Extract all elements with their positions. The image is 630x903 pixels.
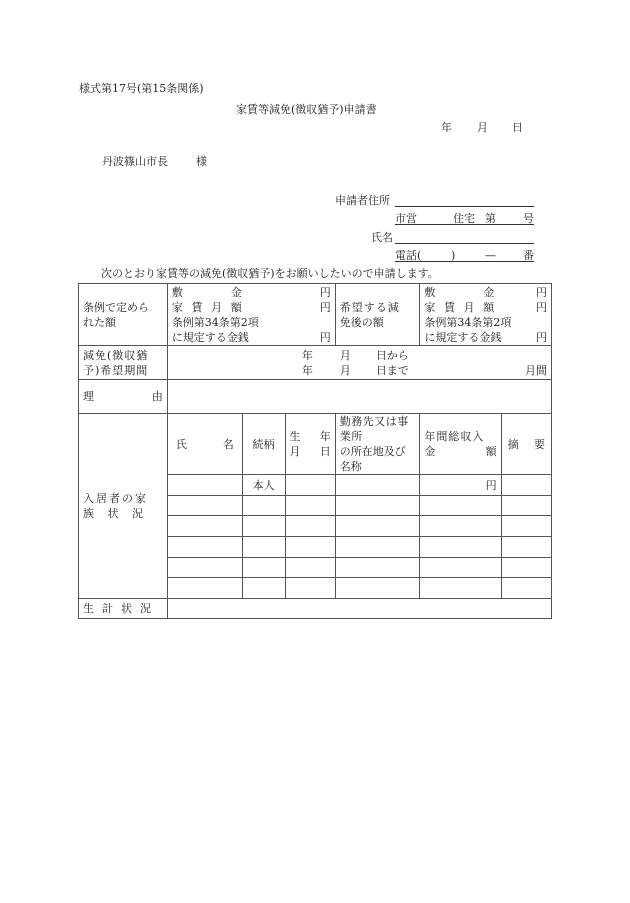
form-number: 様式第17号(第15条関係) (79, 82, 204, 95)
name-field[interactable] (395, 230, 534, 244)
rent-line (172, 300, 331, 315)
yen-label: 円 (536, 285, 547, 299)
member-income-cell[interactable]: 円 (420, 475, 501, 496)
amounts-row (79, 284, 552, 346)
yen-label: 円 (536, 330, 547, 344)
member-workplace-cell[interactable] (335, 537, 420, 558)
phone-close: ) (451, 249, 456, 262)
period-from (172, 348, 547, 363)
member-notes-cell[interactable] (501, 475, 551, 496)
name-label: 氏名 (371, 231, 393, 244)
member-relation-cell[interactable] (242, 516, 285, 537)
yen-label: 円 (319, 285, 331, 299)
rent-char3: 月 (211, 300, 223, 314)
member-notes-cell[interactable] (501, 496, 551, 516)
ordinance-amounts[interactable] (167, 284, 335, 346)
article-line2-text: に規定する金銭 (424, 330, 502, 344)
rent-line (424, 300, 547, 315)
member-notes-cell[interactable] (501, 558, 551, 578)
birth-char1: 生 (289, 430, 301, 443)
period-field[interactable] (167, 346, 551, 380)
header-notes (501, 414, 551, 475)
period-row (79, 346, 552, 380)
page-title: 家賃等減免(徴収猶予)申請書 (236, 103, 377, 116)
rent-char4: 額 (230, 300, 242, 314)
livelihood-row (79, 599, 552, 619)
reason-row (79, 380, 552, 414)
member-workplace-cell[interactable] (335, 578, 420, 599)
notes-char1: 摘 (507, 437, 519, 451)
article-line2-text: に規定する金銭 (171, 330, 249, 344)
member-income-cell[interactable] (420, 578, 501, 599)
member-notes-cell[interactable] (501, 537, 551, 558)
member-birth-cell[interactable] (285, 475, 335, 496)
member-income-cell[interactable] (420, 496, 501, 516)
header-income (420, 414, 501, 475)
header-relation: 続柄 (242, 414, 285, 475)
housing-mid: 住宅 (453, 212, 475, 225)
date-year-label: 年 (441, 121, 452, 134)
deposit-char1: 敷 (424, 285, 436, 299)
family-label-line2: 族 状 況 (83, 507, 148, 520)
member-workplace-cell[interactable] (335, 558, 420, 578)
to-day: 日まで (375, 363, 409, 377)
desired-amounts[interactable] (420, 284, 552, 346)
rent-char2: 賃 (443, 300, 455, 314)
member-income-cell[interactable] (420, 537, 501, 558)
deposit-char1: 敷 (171, 285, 183, 299)
phone-field[interactable] (395, 248, 534, 262)
notes-char2: 要 (534, 437, 545, 451)
livelihood-label: 生計状況 (79, 599, 168, 619)
housing-number-field[interactable] (395, 211, 534, 225)
deposit-char2: 金 (230, 285, 242, 299)
ordinance-label-line1: 条例で定めら (83, 300, 149, 314)
member-workplace-cell[interactable] (335, 516, 420, 537)
months-label: 月間 (525, 363, 547, 377)
date-month-label: 月 (477, 121, 488, 134)
period-label-line2: 予)希望期間 (83, 363, 149, 377)
member-birth-cell[interactable] (285, 516, 335, 537)
birth-char4: 日 (319, 445, 331, 458)
member-name-cell[interactable] (167, 537, 242, 558)
ordinance-label (79, 284, 168, 346)
phone-dash: — (485, 249, 496, 262)
member-notes-cell[interactable] (501, 516, 551, 537)
name-char1: 氏 (175, 437, 187, 451)
from-day: 日から (375, 348, 409, 362)
header-birthdate (285, 414, 335, 475)
member-workplace-cell[interactable] (335, 496, 420, 516)
rent-char4: 額 (483, 300, 495, 314)
member-birth-cell[interactable] (285, 496, 335, 516)
period-to (172, 363, 547, 378)
member-relation-cell[interactable] (242, 537, 285, 558)
member-name-cell[interactable] (167, 475, 242, 496)
period-label (79, 346, 168, 380)
desired-label (335, 284, 420, 346)
to-year: 年 (301, 363, 313, 377)
period-label-line1: 減免(徴収猶 (83, 348, 149, 362)
member-name-cell[interactable] (167, 558, 242, 578)
desired-label-line2: 免後の額 (339, 315, 384, 329)
member-birth-cell[interactable] (285, 558, 335, 578)
member-birth-cell[interactable] (285, 537, 335, 558)
family-label (79, 414, 168, 599)
address-label: 申請者住所 (335, 194, 390, 207)
from-year: 年 (301, 348, 313, 362)
member-relation-cell[interactable] (242, 578, 285, 599)
deposit-line (424, 285, 547, 300)
address-field[interactable] (395, 193, 534, 207)
intro-text: 次のとおり家賃等の減免(徴収猶予)をお願いしたいので申請します。 (101, 267, 439, 280)
birth-char2: 年 (319, 430, 331, 443)
income-line1: 年間総収入 (424, 430, 485, 443)
yen-label: 円 (319, 330, 331, 344)
date-day-label: 日 (512, 121, 523, 134)
phone-label: 電話( (395, 249, 422, 262)
member-relation-cell[interactable]: 本人 (242, 475, 285, 496)
article-line1: 条例第34条第2項 (171, 315, 259, 329)
article-line1: 条例第34条第2項 (424, 315, 512, 329)
from-month: 月 (339, 348, 351, 362)
birth-char3: 月 (289, 445, 301, 458)
desired-label-line1: 希望する減 (339, 300, 400, 314)
member-name-cell[interactable] (167, 516, 242, 537)
housing-prefix: 市営 (395, 212, 417, 225)
member-name-cell[interactable] (167, 496, 242, 516)
member-notes-cell[interactable] (501, 578, 551, 599)
reason-char2: 由 (151, 390, 163, 403)
member-name-cell[interactable] (167, 578, 242, 599)
income-char1: 金 (424, 445, 436, 458)
to-month: 月 (339, 363, 351, 377)
workplace-line1: 勤務先又は事業所 (339, 415, 409, 443)
family-label-line1: 入居者の家 (83, 492, 148, 505)
header-name (167, 414, 242, 475)
reason-field[interactable] (167, 380, 551, 414)
reason-char1: 理 (83, 390, 94, 403)
member-income-cell[interactable] (420, 516, 501, 537)
name-char2: 名 (222, 437, 234, 451)
deposit-line (172, 285, 331, 300)
member-relation-cell[interactable] (242, 496, 285, 516)
rent-char1: 家 (171, 300, 183, 314)
addressee: 丹波篠山市長 (102, 155, 168, 168)
rent-char3: 月 (463, 300, 475, 314)
yen-label: 円 (536, 300, 547, 314)
reason-label (79, 380, 168, 414)
family-header-row (79, 414, 552, 475)
workplace-line2: の所在地及び名称 (339, 445, 406, 473)
member-birth-cell[interactable] (285, 578, 335, 599)
member-income-cell[interactable] (420, 558, 501, 578)
housing-no: 第 (485, 212, 496, 225)
yen-label: 円 (319, 300, 331, 314)
ordinance-label-line2: れた額 (83, 315, 116, 329)
livelihood-field[interactable] (167, 599, 551, 619)
article-line2 (172, 330, 331, 345)
application-table (78, 283, 552, 619)
deposit-char2: 金 (483, 285, 495, 299)
phone-suffix: 番 (523, 249, 534, 262)
header-workplace (335, 414, 420, 475)
member-relation-cell[interactable] (242, 558, 285, 578)
honorific: 様 (196, 155, 207, 168)
housing-suffix: 号 (523, 212, 534, 225)
rent-char1: 家 (424, 300, 436, 314)
article-line2 (424, 330, 547, 345)
rent-char2: 賃 (191, 300, 203, 314)
income-char2: 額 (485, 445, 497, 458)
member-workplace-cell[interactable] (335, 475, 420, 496)
